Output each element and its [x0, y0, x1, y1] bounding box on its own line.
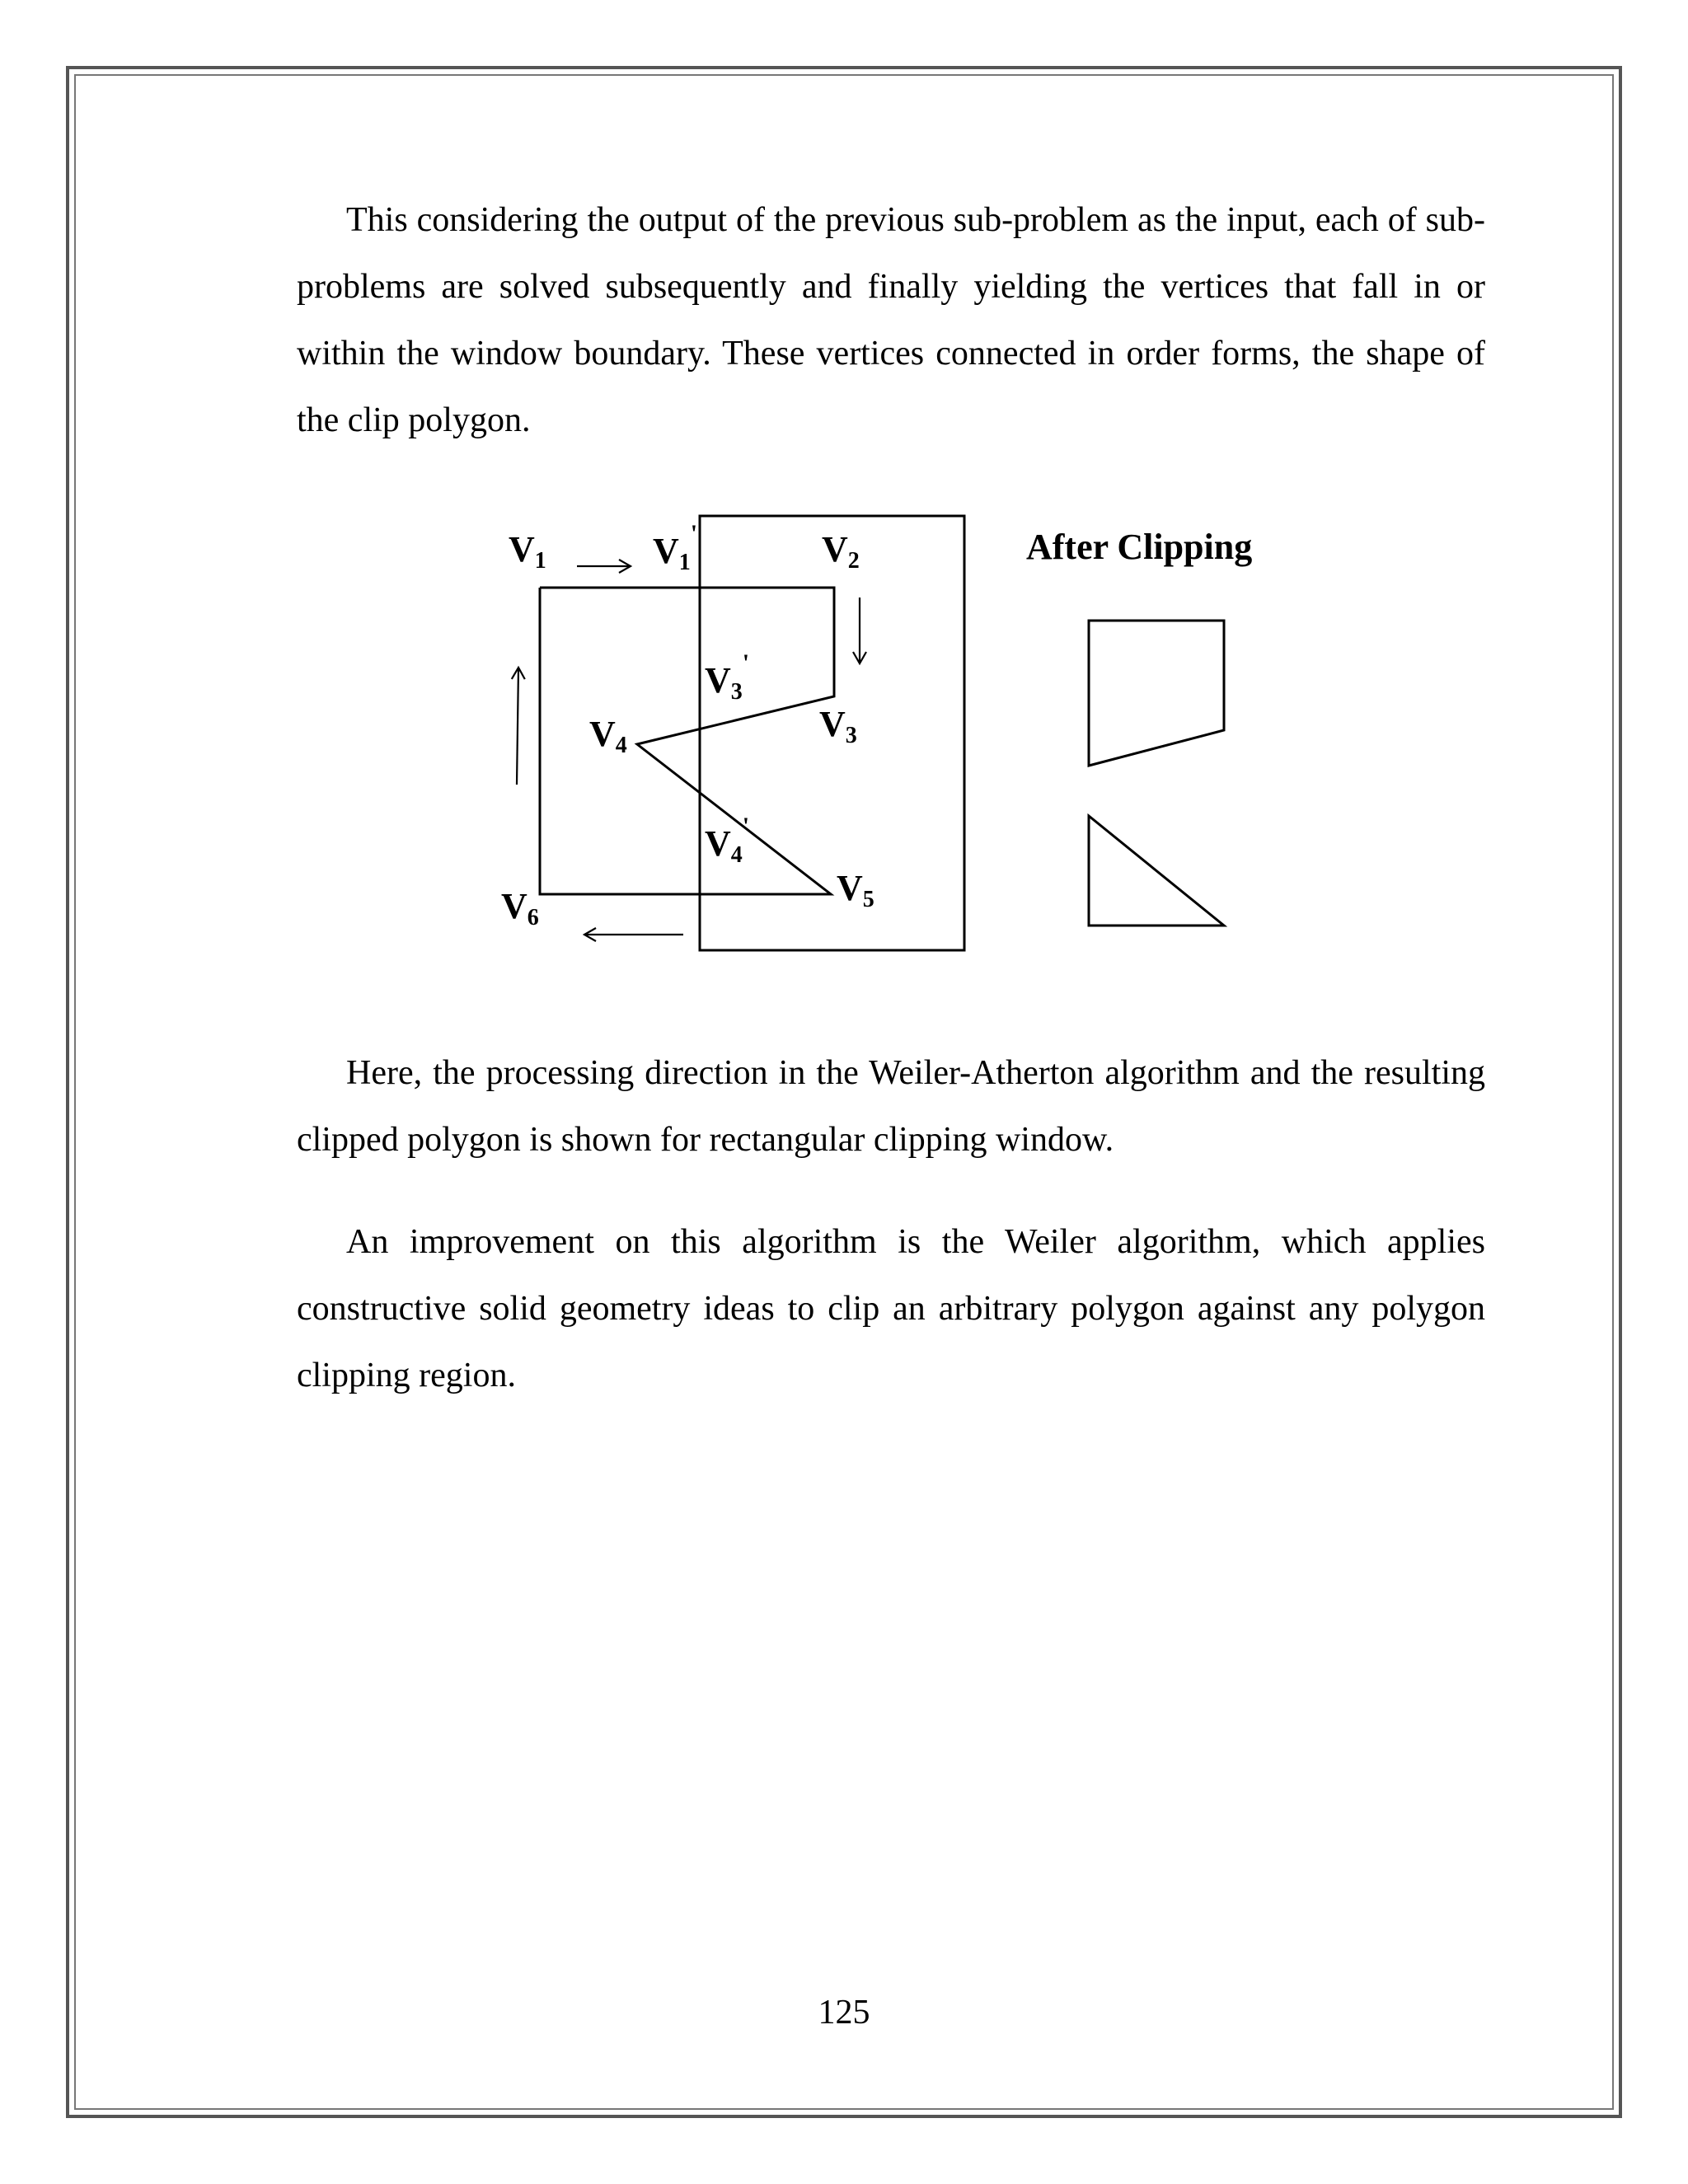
after-clipping-title: After Clipping: [1026, 527, 1253, 567]
vertex-subscript: 1: [678, 550, 691, 575]
vertex-subscript: 2: [847, 548, 860, 574]
vertex-letter: V: [819, 704, 846, 744]
vertex-subscript: 6: [527, 905, 539, 930]
vertex-letter: V: [509, 529, 535, 569]
vertex-subscript: 3: [730, 679, 743, 705]
vertex-subscript: 1: [534, 548, 546, 574]
vertex-subscript: 4: [730, 842, 743, 868]
paragraph-caption: Here, the processing direction in the Weiler-Atherton algorithm and the resulting clipped polygon is shown for rectangular clipping window.: [297, 1054, 1485, 1159]
vertex-letter: V: [837, 868, 863, 908]
prime-mark: ': [742, 649, 750, 677]
prime-mark: ': [742, 813, 750, 840]
page-number: 125: [818, 1994, 870, 2032]
vertex-letter: V: [705, 660, 731, 701]
vertex-subscript: 4: [615, 733, 627, 758]
paragraph-intro: This considering the output of the previous sub-problem as the input, each of sub-problems are solved subsequently and finally yielding the vertices that fall in or within the window boundary. These vertices connected in order forms, the shape of the clip polygon.: [297, 201, 1485, 439]
vertex-letter: V: [822, 529, 848, 569]
vertex-subscript: 5: [862, 887, 874, 912]
vertex-letter: V: [589, 714, 616, 754]
vertex-letter: V: [705, 823, 731, 864]
prime-mark: ': [690, 520, 698, 547]
vertex-subscript: 3: [845, 723, 857, 748]
paragraph-improvement: An improvement on this algorithm is the Weiler algorithm, which applies constructive solid geometry ideas to clip an arbitrary polygon against any polygon clipping region.: [297, 1223, 1485, 1394]
vertex-letter: V: [501, 886, 528, 926]
vertex-letter: V: [653, 531, 679, 571]
